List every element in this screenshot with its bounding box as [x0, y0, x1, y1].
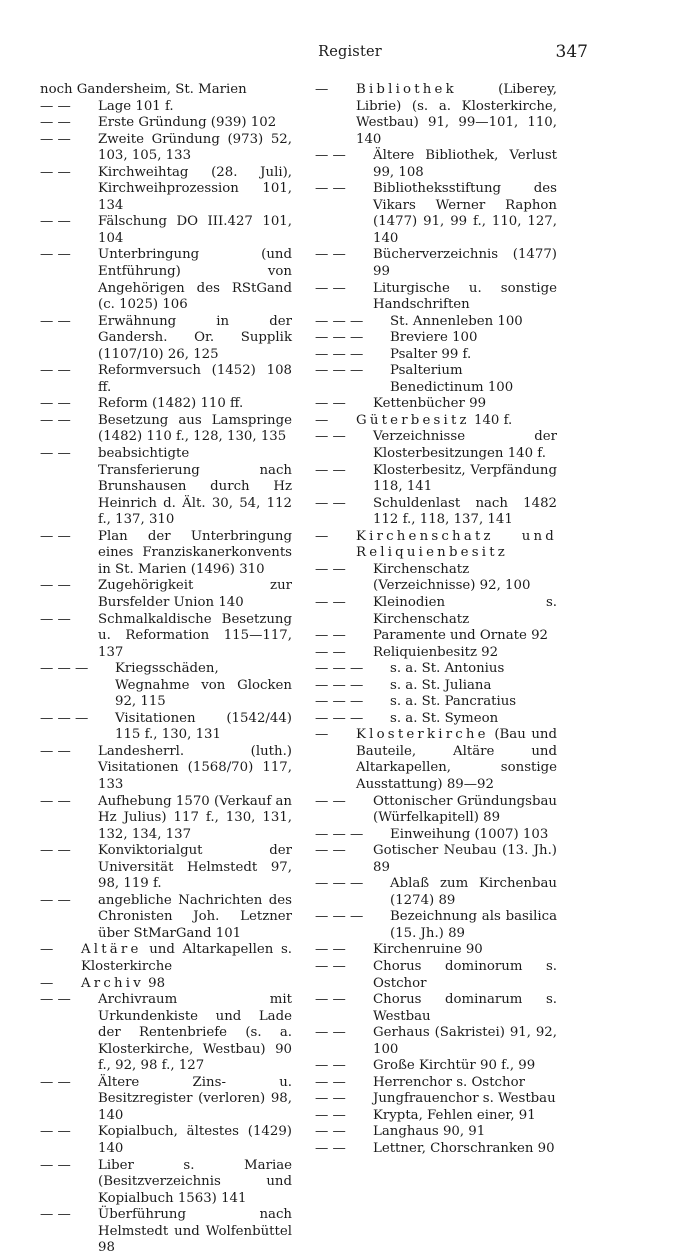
index-entry-text: Kettenbücher 99 — [373, 396, 487, 412]
index-entry-text: Archivraum mit Urkundenkiste und Lade der Rentenbriefe (s. a. Klosterkirche, Westbau) 90 f., 92, 98 f., 127 — [98, 992, 292, 1074]
index-entry-dashes: — — — [315, 594, 346, 610]
index-entry-text: Ältere Zins- u. Besitzregister (verloren) 98, 140 — [98, 1074, 292, 1123]
index-entry-text: Fälschung DO III.427 101, 104 — [98, 214, 292, 246]
index-entry — [315, 281, 557, 314]
index-entry-text: Zweite Gründung (973) 52, 103, 105, 133 — [98, 131, 292, 164]
index-entry — [315, 463, 557, 496]
index-entry-dashes: — — — [40, 131, 71, 147]
index-entry-dashes: — — — [315, 1058, 346, 1074]
index-entry-dashes: — — — [40, 892, 71, 908]
index-entry-text: Bibliotheksstiftung des Vikars Werner Raphon (1477) 91, 99 f., 110, 127, 140 — [373, 181, 557, 246]
index-entry-text: Ottonischer Gründungsbau (Würfelkapitell) 89 — [373, 793, 557, 826]
index-entry-dashes: — — — [315, 1124, 346, 1140]
index-entry-text: Lage 101 f. — [98, 98, 174, 114]
index-entry — [315, 909, 557, 942]
index-entry-text: Archiv 98 — [81, 975, 166, 991]
index-entry-dashes: — — — [315, 462, 346, 478]
index-entry-text: Zugehörigkeit zur Bursfelder Union 140 — [98, 578, 292, 610]
index-entry-text: Kleinodien s. Kirchenschatz — [373, 594, 557, 627]
index-entry-dashes: — — — [40, 1124, 71, 1140]
index-entry-text: s. a. St. Antonius — [390, 661, 505, 677]
index-entry-dashes: — — — [315, 992, 346, 1008]
index-entry — [40, 363, 292, 396]
index-entry-text: Schmalkaldische Besetzung u. Reformation 115—117, 137 — [98, 611, 292, 660]
index-entry — [315, 1091, 557, 1108]
index-entry-text: beabsichtigte Transferierung nach Brunshausen durch Hz Heinrich d. Ält. 30, 54, 112 f., 137, 310 — [98, 446, 292, 528]
index-entry — [315, 1141, 557, 1158]
index-entry — [40, 446, 292, 529]
index-entry-text: Unterbringung (und Entführung) von Angehörigen des RStGand (c. 1025) 106 — [98, 247, 292, 313]
index-entry-dashes: — — — — [315, 909, 364, 925]
index-entry-text: Bücherverzeichnis (1477) 99 — [373, 247, 557, 280]
index-entry — [315, 711, 557, 728]
index-entry-text: Paramente und Ornate 92 — [373, 628, 549, 644]
index-entry-text: Aufhebung 1570 (Verkauf an Hz Julius) 117 f., 130, 131, 132, 134, 137 — [98, 793, 292, 842]
index-entry-dashes: — — — [40, 446, 71, 462]
index-entry-text: noch Gandersheim, St. Marien — [40, 82, 247, 97]
index-entry-text: Plan der Unterbringung eines Franziskanerkonvents in St. Marien (1496) 310 — [98, 528, 292, 577]
index-entry — [40, 893, 292, 943]
index-entry-text: Güterbesitz 140 f. — [356, 412, 513, 428]
index-entry-dashes: — — — [315, 148, 346, 164]
index-entry-text: Reliquienbesitz 92 — [373, 644, 499, 660]
index-entry — [315, 645, 557, 662]
index-entry-dashes: — — [315, 412, 329, 428]
index-entry — [315, 628, 557, 645]
index-entry-dashes: — — [315, 82, 329, 97]
index-entry-dashes: — — — — [315, 826, 364, 842]
index-entry — [40, 1124, 292, 1157]
index-entry — [315, 827, 557, 844]
index-entry — [40, 529, 292, 579]
index-entry-text: Große Kirchtür 90 f., 99 — [373, 1058, 536, 1074]
index-entry-dashes: — — — [40, 578, 71, 594]
index-entry-text: Kirchenschatz und Reliquienbesitz — [356, 528, 557, 561]
index-entry — [315, 1124, 557, 1141]
index-entry-dashes: — — — [315, 958, 346, 974]
index-entry-dashes: — — — [40, 214, 71, 230]
index-entry-text: Landesherrl. (luth.) Visitationen (1568/70) 117, 133 — [98, 743, 292, 792]
index-entry — [40, 1207, 292, 1257]
page-header-title: Register — [318, 44, 382, 60]
index-entry — [315, 347, 557, 364]
index-entry — [315, 363, 557, 396]
index-entry-dashes: — — — [40, 313, 71, 329]
index-entry-dashes: — — — [315, 280, 346, 296]
index-entry — [40, 744, 292, 794]
index-entry-dashes: — — — [315, 396, 346, 412]
index-entry-dashes: — — — — [315, 710, 364, 726]
index-entry-dashes: — — [40, 942, 54, 958]
index-entry — [40, 1158, 292, 1208]
index-entry-text: Reformversuch (1452) 108 ff. — [98, 363, 292, 395]
index-entry-text: St. Annenleben 100 — [390, 313, 523, 329]
index-entry — [315, 314, 557, 331]
index-entry — [315, 678, 557, 695]
index-entry — [40, 578, 292, 611]
index-entry — [315, 942, 557, 959]
index-entry-dashes: — — — — [40, 661, 89, 677]
index-entry — [40, 942, 292, 975]
index-entry — [40, 99, 292, 116]
index-entry-dashes: — — — [315, 793, 346, 809]
index-entry-dashes: — — — — [315, 694, 364, 710]
index-entry-dashes: — — — [315, 1074, 346, 1090]
index-entry-dashes: — — — — [315, 677, 364, 693]
index-entry-dashes: — — — [40, 396, 71, 412]
index-entry-text: Liturgische u. sonstige Handschriften — [373, 280, 557, 313]
index-entry — [315, 694, 557, 711]
index-entry — [315, 661, 557, 678]
index-entry-dashes: — — — [315, 628, 346, 644]
index-entry-text: Bibliothek (Liberey, Librie) (s. a. Klosterkirche, Westbau) 91, 99—101, 110, 140 — [356, 82, 557, 147]
index-entry-dashes: — — — [40, 843, 71, 859]
index-entry-text: Krypta, Fehlen einer, 91 — [373, 1107, 536, 1123]
index-entry-text: Reform (1482) 110 ff. — [98, 396, 244, 412]
index-entry — [40, 396, 292, 413]
index-entry-text: Konviktorialgut der Universität Helmstedt 97, 98, 119 f. — [98, 843, 292, 892]
index-entry-text: Visitationen (1542/44) 115 f., 130, 131 — [115, 710, 292, 743]
index-entry-dashes: — — — [315, 429, 346, 445]
index-entry-text: Kirchweihtag (28. Juli), Kirchweihprozession 101, 134 — [98, 164, 292, 213]
index-entry — [40, 976, 292, 993]
index-entry-text: Einweihung (1007) 103 — [390, 826, 549, 842]
index-entry-dashes: — — — [40, 412, 71, 428]
index-entry-text: Lettner, Chorschranken 90 — [373, 1141, 555, 1156]
index-entry-text: Besetzung aus Lamspringe (1482) 110 f., 128, 130, 135 — [98, 412, 292, 445]
index-entry-text: Klosterkirche (Bau und Bauteile, Altäre und Altarkapellen, sonstige Ausstattung) 89—92 — [356, 727, 557, 792]
index-entry-dashes: — — — [315, 644, 346, 660]
index-entry-dashes: — — — [40, 611, 71, 627]
index-entry-dashes: — — — [315, 843, 346, 859]
index-column-right — [315, 82, 557, 1158]
index-entry-dashes: — — — [315, 1091, 346, 1107]
index-entry-text: Chorus dominorum s. Ostchor — [373, 958, 557, 991]
index-entry — [40, 314, 292, 364]
index-entry — [40, 82, 292, 99]
index-entry — [315, 529, 557, 562]
index-entry — [40, 214, 292, 247]
index-entry — [315, 992, 557, 1025]
index-entry — [40, 1075, 292, 1125]
index-entry-text: Psalter 99 f. — [390, 346, 472, 362]
index-entry-dashes: — — — [315, 1141, 346, 1156]
index-entry — [315, 1058, 557, 1075]
index-entry-dashes: — — — [40, 528, 71, 544]
index-entry — [315, 148, 557, 181]
index-entry-dashes: — — — — [315, 346, 364, 362]
index-entry-dashes: — — — [315, 1025, 346, 1041]
index-entry-text: Kriegsschäden, Wegnahme von Glocken 92, 115 — [115, 661, 292, 710]
index-entry — [315, 496, 557, 529]
index-entry-dashes: — — — — [315, 313, 364, 329]
index-entry — [40, 661, 292, 711]
index-entry — [40, 165, 292, 215]
index-entry — [40, 992, 292, 1075]
index-entry-text: Erste Gründung (939) 102 — [98, 115, 277, 131]
index-entry-text: Ältere Bibliothek, Verlust 99, 108 — [373, 148, 557, 180]
index-entry-text: Herrenchor s. Ostchor — [373, 1074, 525, 1090]
index-column-left — [40, 82, 292, 1257]
index-entry-text: Jungfrauenchor s. Westbau — [373, 1091, 556, 1107]
index-entry-dashes: — — — [40, 98, 71, 114]
index-entry-dashes: — — [40, 975, 54, 991]
index-entry — [315, 727, 557, 793]
index-entry-dashes: — — — [40, 992, 71, 1008]
index-entry-dashes: — — — [315, 181, 346, 197]
index-entry — [40, 612, 292, 662]
index-entry-dashes: — — — [40, 363, 71, 379]
index-entry — [315, 595, 557, 628]
index-entry-text: Schuldenlast nach 1482 112 f., 118, 137, 141 — [373, 495, 557, 528]
index-entry — [315, 1025, 557, 1058]
index-entry — [315, 247, 557, 280]
index-entry-text: Klosterbesitz, Verpfändung 118, 141 — [373, 462, 557, 495]
index-entry-text: Bezeichnung als basilica (15. Jh.) 89 — [390, 909, 557, 941]
index-entry-text: Chorus dominarum s. Westbau — [373, 992, 557, 1024]
index-entry-dashes: — — — [40, 1157, 71, 1173]
index-entry-dashes: — — — [40, 247, 71, 263]
index-entry — [315, 794, 557, 827]
index-entry — [40, 794, 292, 844]
index-entry-dashes: — — — [315, 561, 346, 577]
index-entry — [315, 876, 557, 909]
index-entry-dashes: — — — — [315, 876, 364, 892]
index-entry-dashes: — — — — [40, 710, 89, 726]
index-entry-dashes: — — [315, 528, 329, 544]
index-entry — [40, 115, 292, 132]
index-entry-text: Gerhaus (Sakristei) 91, 92, 100 — [373, 1025, 557, 1057]
index-entry — [315, 413, 557, 430]
index-entry — [315, 82, 557, 148]
index-entry-text: Kirchenschatz (Verzeichnisse) 92, 100 — [373, 561, 531, 594]
index-entry-text: Verzeichnisse der Klosterbesitzungen 140 f. — [373, 429, 557, 462]
index-entry — [40, 132, 292, 165]
index-entry — [40, 247, 292, 313]
index-entry — [40, 711, 292, 744]
index-entry-dashes: — — — — [315, 363, 364, 379]
index-entry-dashes: — — — [40, 1074, 71, 1090]
index-entry-dashes: — — — [315, 495, 346, 511]
index-entry-text: Erwähnung in der Gandersh. Or. Supplik (1107/10) 26, 125 — [98, 313, 292, 362]
index-entry-text: Gotischer Neubau (13. Jh.) 89 — [373, 843, 557, 875]
page-number: 347 — [555, 42, 588, 62]
index-entry-dashes: — — — — [315, 330, 364, 346]
index-entry — [315, 959, 557, 992]
index-entry-text: Kirchenruine 90 — [373, 942, 483, 958]
index-entry — [315, 429, 557, 462]
index-entry-text: s. a. St. Juliana — [390, 677, 492, 693]
index-entry-dashes: — — — [315, 1107, 346, 1123]
index-entry-dashes: — — [315, 727, 329, 743]
index-entry-text: Ablaß zum Kirchenbau (1274) 89 — [390, 876, 557, 908]
index-entry-text: s. a. St. Symeon — [390, 710, 499, 726]
index-entry — [315, 396, 557, 413]
index-entry-text: s. a. St. Pancratius — [390, 694, 517, 710]
index-entry — [40, 843, 292, 893]
index-entry-dashes: — — — [40, 793, 71, 809]
index-entry — [315, 843, 557, 876]
index-entry-dashes: — — — [40, 115, 71, 131]
index-entry-dashes: — — — [40, 743, 71, 759]
index-entry-text: Liber s. Mariae (Besitzverzeichnis und Kopialbuch 1563) 141 — [98, 1157, 292, 1206]
index-entry-text: Psalterium Benedictinum 100 — [390, 363, 514, 395]
index-entry — [315, 1075, 557, 1092]
index-entry — [40, 413, 292, 446]
index-entry-dashes: — — — — [315, 661, 364, 677]
index-entry — [315, 562, 557, 595]
index-entry — [315, 181, 557, 247]
index-entry-text: angebliche Nachrichten des Chronisten Joh. Letzner über StMarGand 101 — [98, 892, 292, 941]
index-entry-text: Breviere 100 — [390, 330, 478, 346]
index-entry-text: Langhaus 90, 91 — [373, 1124, 486, 1140]
index-entry — [315, 1108, 557, 1125]
index-entry-dashes: — — — [315, 942, 346, 958]
index-entry — [315, 330, 557, 347]
index-entry-dashes: — — — [315, 247, 346, 263]
index-entry-text: Überführung nach Helmstedt und Wolfenbüttel 98 — [98, 1207, 292, 1256]
index-entry-dashes: — — — [40, 1207, 71, 1223]
index-entry-dashes: — — — [40, 164, 71, 180]
index-entry-text: Altäre und Altarkapellen s. Klosterkirche — [81, 942, 292, 974]
index-entry-text: Kopialbuch, ältestes (1429) 140 — [98, 1124, 292, 1156]
